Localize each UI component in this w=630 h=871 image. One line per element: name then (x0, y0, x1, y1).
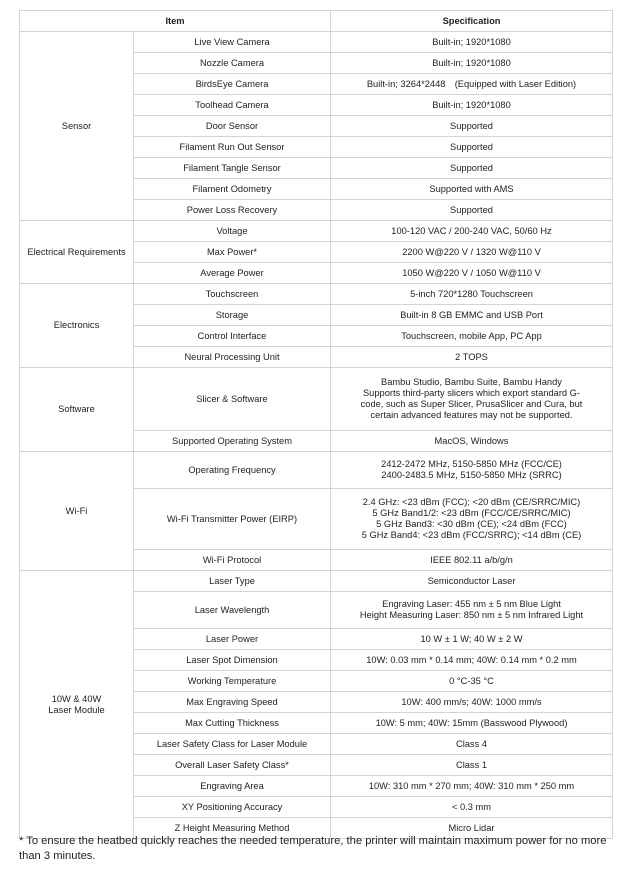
spec-line: 2400-2483.5 MHz, 5150-5850 MHz (SRRC) (381, 470, 562, 480)
spec-line: Touchscreen, mobile App, PC App (401, 330, 542, 341)
spec-value (331, 431, 613, 452)
spec-line: 10W: 400 mm/s; 40W: 1000 mm/s (401, 696, 542, 707)
table-body (20, 32, 613, 839)
spec-line: 5 GHz Band3: <30 dBm (CE); <24 dBm (FCC) (376, 519, 567, 529)
item-name: Overall Laser Safety Class* (134, 755, 331, 776)
item-name: Laser Wavelength (134, 592, 331, 629)
spec-line: Built-in; 3264*2448 (Equipped with Laser Edition) (366, 78, 577, 89)
spec-line: Bambu Studio, Bambu Suite, Bambu Handy (381, 377, 562, 387)
spec-line: MacOS, Windows (434, 435, 509, 446)
spec-value (331, 452, 613, 489)
item-name: Neural Processing Unit (134, 347, 331, 368)
spec-line: 0 °C-35 °C (449, 675, 494, 686)
header-item: Item (20, 11, 331, 32)
spec-line: Built-in; 1920*1080 (432, 36, 511, 47)
item-name: XY Positioning Accuracy (134, 797, 331, 818)
group-label: Sensor (20, 32, 134, 221)
item-name: Touchscreen (134, 284, 331, 305)
item-name: Toolhead Camera (134, 95, 331, 116)
spec-line: 5 GHz Band1/2: <23 dBm (FCC/CE/SRRC/MIC) (372, 508, 571, 518)
spec-line: Engraving Laser: 455 nm ± 5 nm Blue Light (382, 599, 561, 609)
spec-value (331, 158, 613, 179)
table-row (20, 571, 613, 592)
spec-value (331, 550, 613, 571)
group-label: Electrical Requirements (20, 221, 134, 284)
item-name: Voltage (134, 221, 331, 242)
spec-line: 5-inch 720*1280 Touchscreen (410, 288, 533, 299)
item-name: Operating Frequency (134, 452, 331, 489)
item-name: Engraving Area (134, 776, 331, 797)
item-name: Laser Spot Dimension (134, 650, 331, 671)
spec-line: Class 1 (455, 759, 487, 770)
item-name: Laser Power (134, 629, 331, 650)
header-specification: Specification (331, 11, 613, 32)
item-name: Z Height Measuring Method (134, 818, 331, 839)
spec-line: 10W: 5 mm; 40W: 15mm (Basswood Plywood) (375, 717, 568, 728)
spec-value (331, 95, 613, 116)
item-name: Door Sensor (134, 116, 331, 137)
spec-line: Built-in; 1920*1080 (432, 99, 511, 110)
spec-line: Supported (450, 162, 493, 173)
table-row (20, 32, 613, 53)
group-label: Electronics (20, 284, 134, 368)
spec-value (331, 671, 613, 692)
spec-value (331, 797, 613, 818)
spec-value (331, 116, 613, 137)
spec-value (331, 776, 613, 797)
spec-value (331, 242, 613, 263)
table-row (20, 452, 613, 489)
spec-value (331, 326, 613, 347)
spec-line: Height Measuring Laser: 850 nm ± 5 nm Infrared Light (359, 610, 584, 620)
table-row (20, 284, 613, 305)
spec-value (331, 305, 613, 326)
item-name: Live View Camera (134, 32, 331, 53)
spec-line: Supported with AMS (429, 183, 514, 194)
spec-line: 2.4 GHz: <23 dBm (FCC); <20 dBm (CE/SRRC/MIC) (362, 497, 581, 507)
spec-line: Built-in; 1920*1080 (432, 57, 511, 68)
item-name: Supported Operating System (134, 431, 331, 452)
spec-value (331, 263, 613, 284)
item-name: Power Loss Recovery (134, 200, 331, 221)
spec-line: Supported (450, 141, 493, 152)
table-header-row (20, 11, 613, 32)
spec-line: Semiconductor Laser (427, 575, 516, 586)
spec-value (331, 137, 613, 158)
spec-line: Built-in 8 GB EMMC and USB Port (400, 309, 543, 320)
spec-value (331, 284, 613, 305)
group-label: Wi-Fi (20, 452, 134, 571)
item-name: Filament Odometry (134, 179, 331, 200)
spec-value (331, 755, 613, 776)
item-name: Max Cutting Thickness (134, 713, 331, 734)
table-row (20, 221, 613, 242)
spec-line: 10 W ± 1 W; 40 W ± 2 W (420, 633, 523, 644)
item-name: Filament Tangle Sensor (134, 158, 331, 179)
spec-value (331, 489, 613, 550)
item-name: Max Engraving Speed (134, 692, 331, 713)
spec-line: < 0.3 mm (451, 801, 491, 812)
item-name: Laser Safety Class for Laser Module (134, 734, 331, 755)
spec-value (331, 179, 613, 200)
item-name: Laser Type (134, 571, 331, 592)
spec-value (331, 347, 613, 368)
spec-line: Supports third-party slicers which export standard G-code, such as Super Slicer, PrusaSlicer and Cura, but certain advanced features may not be supported. (360, 388, 583, 420)
spec-line: 1050 W@220 V / 1050 W@110 V (402, 267, 541, 278)
spec-line: 2200 W@220 V / 1320 W@110 V (402, 246, 541, 257)
spec-value (331, 368, 613, 431)
spec-value (331, 74, 613, 95)
spec-value (331, 221, 613, 242)
group-label: Software (20, 368, 134, 452)
spec-line: Class 4 (455, 738, 487, 749)
specification-table (19, 10, 613, 839)
spec-line: 10W: 0.03 mm * 0.14 mm; 40W: 0.14 mm * 0.2 mm (366, 654, 577, 665)
spec-line: IEEE 802.11 a/b/g/n (430, 554, 513, 565)
group-label: 10W & 40W Laser Module (20, 571, 134, 839)
item-name: Average Power (134, 263, 331, 284)
spec-value (331, 629, 613, 650)
item-name: BirdsEye Camera (134, 74, 331, 95)
spec-line: 2 TOPS (455, 351, 488, 362)
spec-value (331, 592, 613, 629)
item-name: Wi-Fi Transmitter Power (EIRP) (134, 489, 331, 550)
table-row (20, 368, 613, 431)
spec-line: Supported (450, 120, 493, 131)
item-name: Storage (134, 305, 331, 326)
spec-value (331, 650, 613, 671)
spec-line: 10W: 310 mm * 270 mm; 40W: 310 mm * 250 mm (368, 780, 575, 791)
item-name: Working Temperature (134, 671, 331, 692)
spec-line: 2412-2472 MHz, 5150-5850 MHz (FCC/CE) (381, 459, 562, 469)
item-name: Max Power* (134, 242, 331, 263)
item-name: Nozzle Camera (134, 53, 331, 74)
item-name: Slicer & Software (134, 368, 331, 431)
spec-value (331, 53, 613, 74)
spec-line: 100-120 VAC / 200-240 VAC, 50/60 Hz (391, 225, 552, 236)
spec-value (331, 32, 613, 53)
item-name: Wi-Fi Protocol (134, 550, 331, 571)
spec-value (331, 200, 613, 221)
spec-value (331, 571, 613, 592)
item-name: Control Interface (134, 326, 331, 347)
spec-value (331, 713, 613, 734)
footnote: * To ensure the heatbed quickly reaches the needed temperature, the printer will maintain maximum power for no more than 3 minutes. (19, 835, 607, 862)
spec-line: Micro Lidar (448, 822, 495, 833)
spec-line: Supported (450, 204, 493, 215)
spec-value (331, 692, 613, 713)
item-name: Filament Run Out Sensor (134, 137, 331, 158)
spec-value (331, 734, 613, 755)
spec-line: 5 GHz Band4: <23 dBm (FCC/SRRC); <14 dBm (CE) (361, 530, 582, 540)
